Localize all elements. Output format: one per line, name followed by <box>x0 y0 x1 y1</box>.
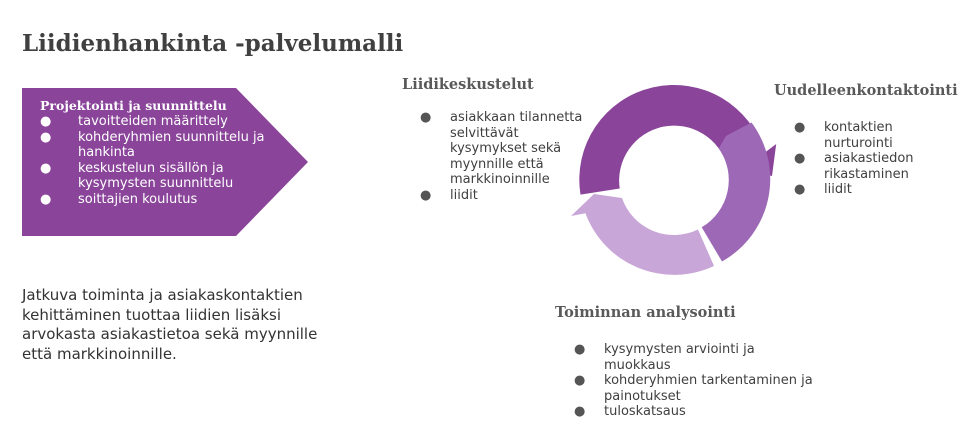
recontact-label: Uudelleenkontaktointi <box>774 82 958 99</box>
calls-section <box>420 110 598 203</box>
page-title: Liidienhankinta -palvelumalli <box>22 30 404 57</box>
list-item: ● asiakastiedon rikastaminen <box>794 151 914 182</box>
planning-list <box>40 114 280 207</box>
recontact-section <box>794 120 954 198</box>
cycle-diagram <box>566 72 782 288</box>
list-item: ● kohderyhmien tarkentaminen ja painotukset <box>574 373 813 404</box>
list-item: ● kysymysten arviointi ja muokkaus <box>574 342 755 373</box>
cycle-segment-recontact-real <box>702 123 771 262</box>
list-item: ● tavoitteiden määrittely <box>40 114 228 129</box>
list-item: ● liidit <box>794 182 852 197</box>
cycle-segment-analysis <box>571 194 714 275</box>
planning-arrow <box>22 88 308 236</box>
summary-text: Jatkuva toiminta ja asiakaskontaktien kehittäminen tuottaa liidien lisäksi arvokasta asiakastietoa sekä myynnille että markkinoinnille. <box>22 286 318 363</box>
list-item: ● kontaktien nurturointi <box>794 120 893 151</box>
list-item: ● asiakkaan tilannetta selvittävät kysymykset sekä myynnille että markkinoinnille <box>420 110 583 187</box>
list-item: ● liidit <box>420 187 478 203</box>
analysis-label: Toiminnan analysointi <box>555 304 736 321</box>
list-item: ● keskustelun sisällön ja kysymysten suunnittelu <box>40 160 234 191</box>
list-item: ● kohderyhmien suunnittelu ja hankinta <box>40 129 265 160</box>
calls-label: Liidikeskustelut <box>402 76 534 93</box>
planning-heading: Projektointi ja suunnittelu <box>40 98 227 113</box>
analysis-section <box>574 342 824 420</box>
list-item: ● soittajien koulutus <box>40 191 198 207</box>
list-item: ● tuloskatsaus <box>574 404 686 419</box>
